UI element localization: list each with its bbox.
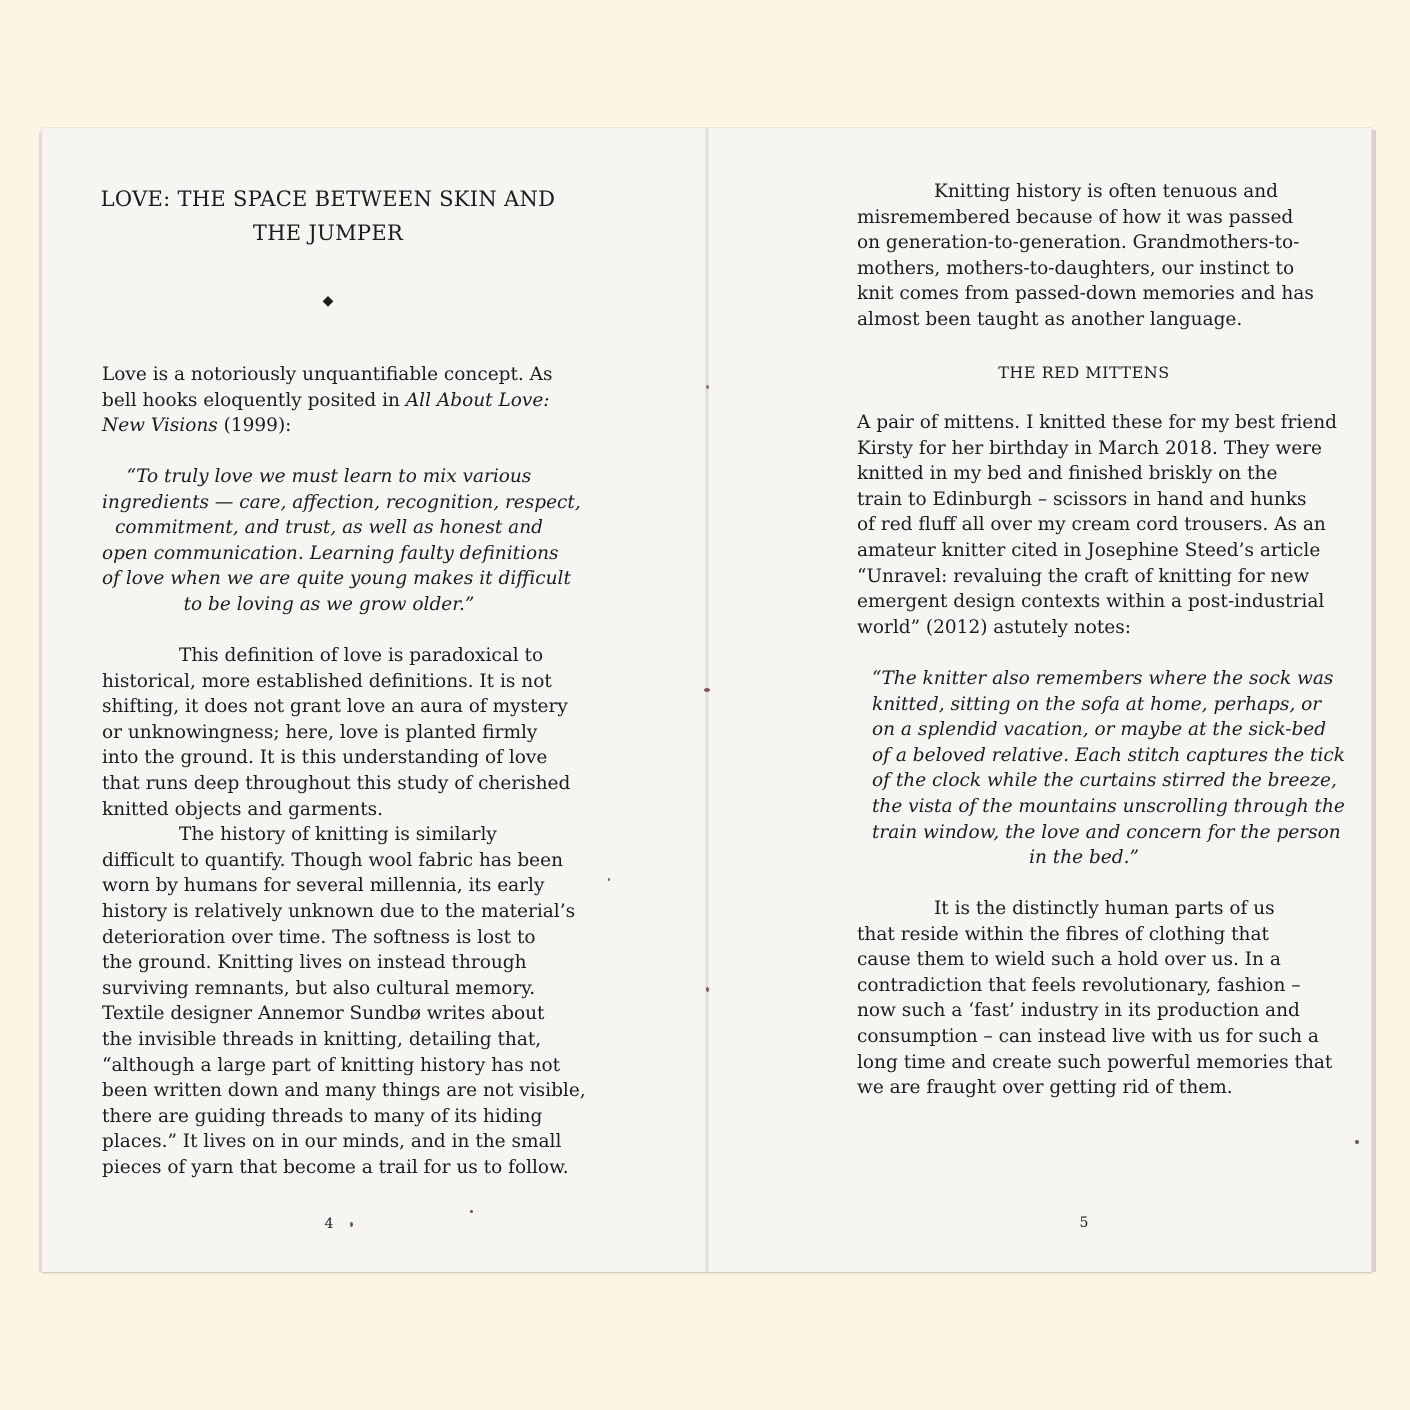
left-page bbox=[42, 128, 705, 1272]
book-title-text: New Visions bbox=[102, 415, 218, 437]
quote-line: on a splendid vacation, or maybe at the sick-bed bbox=[872, 719, 1327, 741]
right-page bbox=[709, 128, 1372, 1272]
body-line: long time and create such powerful memories that bbox=[857, 1051, 1333, 1073]
quote-line: knitted, sitting on the sofa at home, perhaps, or bbox=[872, 693, 1322, 715]
page-number: 5 bbox=[1079, 1215, 1089, 1231]
body-line: knitted objects and garments. bbox=[102, 798, 384, 820]
quote-line: to be loving as we grow older.” bbox=[183, 593, 475, 615]
quote-line: of the clock while the curtains stirred the breeze, bbox=[872, 770, 1337, 792]
book-spread bbox=[42, 128, 1372, 1272]
body-line: contradiction that feels revolutionary, fashion – bbox=[857, 974, 1301, 996]
paper-speck bbox=[1355, 1140, 1359, 1144]
quote-line: ingredients — care, affection, recognition, respect, bbox=[102, 491, 581, 513]
book-title-text: All About Love: bbox=[405, 389, 550, 411]
quote-line: of a beloved relative. Each stitch captures the tick bbox=[872, 744, 1345, 766]
gutter-mark bbox=[706, 987, 709, 992]
body-line: worn by humans for several millennia, its early bbox=[102, 875, 545, 897]
body-line: of red fluff all over my cream cord trousers. As an bbox=[857, 514, 1326, 536]
paper-speck bbox=[350, 1222, 353, 1227]
body-line: It is the distinctly human parts of us bbox=[934, 898, 1275, 919]
chapter-title-line: THE JUMPER bbox=[252, 221, 404, 245]
quote-line: open communication. Learning faulty definitions bbox=[102, 542, 559, 564]
intro-line bbox=[102, 388, 582, 414]
body-line: the ground. Knitting lives on instead through bbox=[102, 952, 527, 974]
body-line: “although a large part of knitting history has not bbox=[102, 1054, 561, 1076]
quote-line: train window, the love and concern for the person bbox=[872, 821, 1341, 843]
body-line: emergent design contexts within a post-industrial bbox=[857, 591, 1325, 613]
intro-line bbox=[102, 413, 582, 439]
quote-line: in the bed.” bbox=[1029, 847, 1139, 869]
body-line: into the ground. It is this understanding of love bbox=[102, 747, 548, 769]
quote-line: “To truly love we must learn to mix various bbox=[126, 466, 532, 487]
body-line: A pair of mittens. I knitted these for my best friend bbox=[857, 412, 1337, 433]
quote-line: commitment, and trust, as well as honest and bbox=[115, 517, 543, 539]
body-line: been written down and many things are not visible, bbox=[102, 1080, 586, 1102]
body-line: train to Edinburgh – scissors in hand and hunks bbox=[857, 488, 1307, 510]
body-line: or unknowingness; here, love is planted firmly bbox=[102, 721, 538, 743]
body-line: Kirsty for her birthday in March 2018. They were bbox=[857, 437, 1322, 459]
page-number: 4 bbox=[324, 1216, 334, 1232]
body-line: there are guiding threads to many of its hiding bbox=[102, 1105, 543, 1127]
body-line: places.” It lives on in our minds, and in the small bbox=[102, 1131, 562, 1153]
diamond-ornament-icon: ◆ bbox=[322, 293, 334, 309]
body-line: The history of knitting is similarly bbox=[179, 824, 497, 846]
body-line: difficult to quantify. Though wool fabric has been bbox=[102, 849, 563, 871]
body-line: surviving remnants, but also cultural memory. bbox=[102, 977, 536, 999]
body-line: amateur knitter cited in Josephine Steed’s article bbox=[857, 539, 1321, 561]
body-line: the invisible threads in knitting, detailing that, bbox=[102, 1028, 542, 1050]
chapter-title bbox=[90, 182, 566, 250]
mittens-paragraph bbox=[857, 410, 1337, 640]
paper-speck bbox=[608, 878, 610, 881]
body-line: pieces of yarn that become a trail for us to follow. bbox=[102, 1156, 569, 1178]
body-text bbox=[102, 643, 602, 1180]
body-line: misremembered because of how it was passed bbox=[857, 206, 1294, 228]
chapter-title-line: LOVE: THE SPACE BETWEEN SKIN AND bbox=[100, 187, 556, 211]
block-quote bbox=[102, 464, 581, 618]
body-line: shifting, it does not grant love an aura of mystery bbox=[102, 696, 568, 718]
block-quote bbox=[872, 666, 1345, 871]
body-line: knitted in my bed and finished briskly on the bbox=[857, 463, 1278, 485]
section-heading: THE RED MITTENS bbox=[998, 363, 1170, 382]
body-line: Textile designer Annemor Sundbø writes about bbox=[102, 1003, 545, 1025]
body-line: cause them to wield such a hold over us. In a bbox=[857, 949, 1281, 971]
body-line: This definition of love is paradoxical to bbox=[179, 645, 544, 666]
paper-speck bbox=[470, 1210, 473, 1213]
body-line: that reside within the fibres of clothing that bbox=[857, 923, 1269, 945]
body-line: almost been taught as another language. bbox=[857, 308, 1243, 330]
intro-text: bell hooks eloquently posited in bbox=[102, 389, 406, 411]
quote-line: the vista of the mountains unscrolling through the bbox=[872, 795, 1345, 817]
body-line: Knitting history is often tenuous and bbox=[934, 181, 1279, 202]
body-line: knit comes from passed-down memories and has bbox=[857, 283, 1314, 305]
body-line: that runs deep throughout this study of cherished bbox=[102, 772, 571, 794]
body-line: consumption – can instead live with us for such a bbox=[857, 1025, 1319, 1047]
intro-paragraph bbox=[102, 362, 582, 439]
body-line: we are fraught over getting rid of them. bbox=[857, 1077, 1233, 1099]
quote-line: of love when we are quite young makes it difficult bbox=[102, 568, 571, 590]
quote-line: “The knitter also remembers where the sock was bbox=[872, 668, 1334, 689]
body-line: on generation-to-generation. Grandmothers-to- bbox=[857, 232, 1300, 254]
intro-line: Love is a notoriously unquantifiable concept. As bbox=[102, 364, 553, 385]
intro-paragraph bbox=[857, 179, 1337, 333]
closing-paragraph bbox=[857, 896, 1333, 1101]
body-line: mothers, mothers-to-daughters, our instinct to bbox=[857, 257, 1295, 279]
gutter-mark bbox=[706, 385, 709, 389]
body-line: “Unravel: revaluing the craft of knitting for new bbox=[857, 565, 1310, 587]
body-line: deterioration over time. The softness is lost to bbox=[102, 926, 536, 948]
body-line: world” (2012) astutely notes: bbox=[857, 616, 1131, 638]
body-line: historical, more established definitions. It is not bbox=[102, 670, 552, 692]
gutter-mark bbox=[704, 688, 710, 692]
body-line: history is relatively unknown due to the material’s bbox=[102, 900, 576, 922]
body-line: now such a ‘fast’ industry in its production and bbox=[857, 1000, 1300, 1022]
intro-text: (1999): bbox=[217, 415, 292, 437]
